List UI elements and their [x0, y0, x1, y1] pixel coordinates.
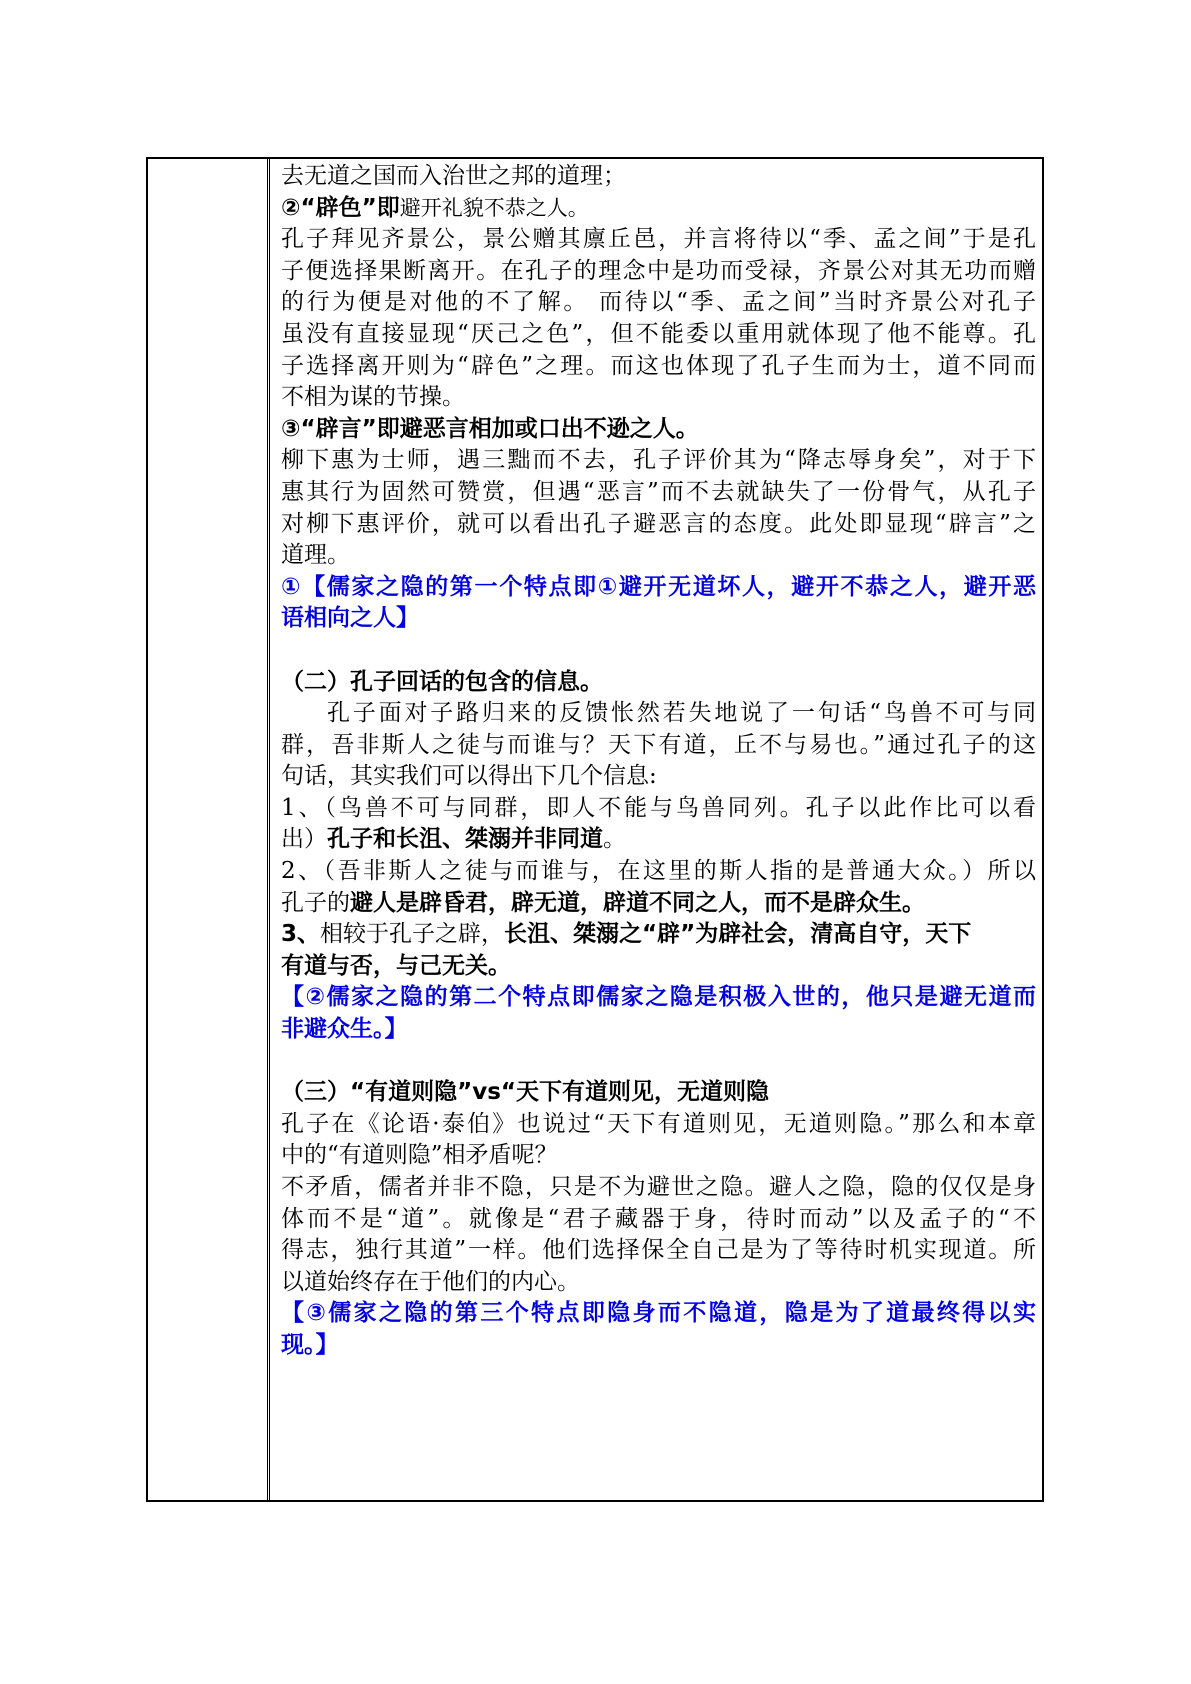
bold-part: 避人是辟昏君，辟无道，辟道不同之人，而不是辟众生。 — [350, 889, 925, 916]
blank-line — [281, 1046, 1036, 1078]
text-line: 去无道之国而入治世之邦的道理； — [281, 163, 626, 189]
bold-part: 孔子和长沮、桀溺并非同道 — [327, 826, 603, 853]
text-line: 孔子面对子路归来的反馈怅然若失地说了一句话“鸟兽不可与同 — [327, 700, 1036, 727]
text-line: 得志，独行其道”一样。他们选择保全自己是为了等待时机实现道。所 — [281, 1237, 1036, 1264]
bold-part: 长沮、桀溺之“辟”为辟社会，清高自守，天下 — [504, 921, 972, 948]
text-part: 出） — [281, 826, 327, 853]
heading-line: ③“辟言”即避恶言相加或口出不逊之人。 — [281, 415, 699, 442]
text-line: 子便选择果断离开。在孔子的理念中是功而受禄，齐景公对其无功而赠 — [281, 257, 1036, 284]
content-table — [146, 157, 1044, 1502]
bold-part: 3、 — [281, 921, 321, 948]
summary-line: 现。】 — [281, 1331, 339, 1358]
text-line: 对柳下惠评价，就可以看出孔子避恶言的态度。此处即显现“辟言”之 — [281, 510, 1036, 537]
text-line: 1、（鸟兽不可与同群，即人不能与鸟兽同列。孔子以此作比可以看 — [281, 794, 1036, 821]
summary-line: ①【儒家之隐的第一个特点即①避开无道坏人，避开不恭之人，避开恶 — [281, 573, 1036, 600]
text-line: 句话，其实我们可以得出下几个信息: — [281, 763, 657, 790]
text-line — [281, 919, 1036, 951]
heading-rest: 避开礼貌不恭之人。 — [399, 195, 589, 220]
blank-line — [281, 635, 1036, 667]
text-line: 2、（吾非斯人之徒与而谁与，在这里的斯人指的是普通大众。）所以 — [281, 858, 1036, 885]
summary-line: 非避众生。】 — [281, 1016, 408, 1043]
text-line: 不矛盾，儒者并非不隐，只是不为避世之隐。避人之隐，隐的仅仅是身 — [281, 1174, 1036, 1200]
text-line: 的行为便是对他的不了解。 而待以“季、孟之间”当时齐景公对孔子 — [281, 289, 1036, 316]
heading-line — [281, 193, 1036, 225]
text-line: 柳下惠为士师，遇三黜而不去，孔子评价其为“降志辱身矣”，对于下 — [281, 447, 1036, 474]
text-line: 惠其行为固然可赞赏，但遇“恶言”而不去就缺失了一份骨气，从孔子 — [281, 478, 1036, 505]
summary-line: 【②儒家之隐的第二个特点即儒家之隐是积极入世的，他只是避无道而 — [281, 984, 1036, 1011]
summary-line: 【③儒家之隐的第三个特点即隐身而不隐道，隐是为了道最终得以实 — [281, 1300, 1036, 1327]
text-line: 体而不是“道”。就像是“君子藏器于身，待时而动”以及孟子的“不 — [281, 1205, 1036, 1232]
text-line: 中的“有道则隐”相矛盾呢？ — [281, 1142, 558, 1169]
text-part: 孔子的 — [281, 889, 350, 916]
text-line: 孔子拜见齐景公，景公赠其廪丘邑，并言将待以“季、孟之间”于是孔 — [281, 226, 1036, 253]
heading-prefix: ②“辟色”即 — [281, 194, 400, 221]
text-line: 子选择离开则为“辟色”之理。而这也体现了孔子生而为士，道不同而 — [281, 352, 1036, 379]
text-line — [281, 888, 1036, 920]
text-part: 相较于孔子之辟， — [320, 921, 505, 948]
left-column-cell — [148, 159, 270, 1500]
text-line: 虽没有直接显现“厌己之色”，但不能委以重用就体现了他不能尊。孔 — [281, 320, 1036, 347]
text-line: 群，吾非斯人之徒与而谁与？天下有道，丘不与易也。”通过孔子的这 — [281, 731, 1036, 758]
text-line: 道理。 — [281, 542, 350, 569]
text-part: 。 — [603, 826, 626, 853]
section-heading: （二）孔子回话的包含的信息。 — [281, 668, 603, 695]
text-line: 以道始终存在于他们的内心。 — [281, 1268, 580, 1295]
text-line: 孔子在《论语·泰伯》也说过“天下有道则见，无道则隐。”那么和本章 — [281, 1110, 1036, 1137]
section-heading: （三）“有道则隐”vs“天下有道则见，无道则隐 — [281, 1079, 770, 1106]
right-column-cell — [281, 159, 1036, 1500]
text-line — [281, 824, 1036, 856]
bold-line: 有道与否，与己无关。 — [281, 952, 511, 979]
summary-line: 语相向之人】 — [281, 605, 419, 632]
text-line: 不相为谋的节操。 — [281, 384, 465, 411]
